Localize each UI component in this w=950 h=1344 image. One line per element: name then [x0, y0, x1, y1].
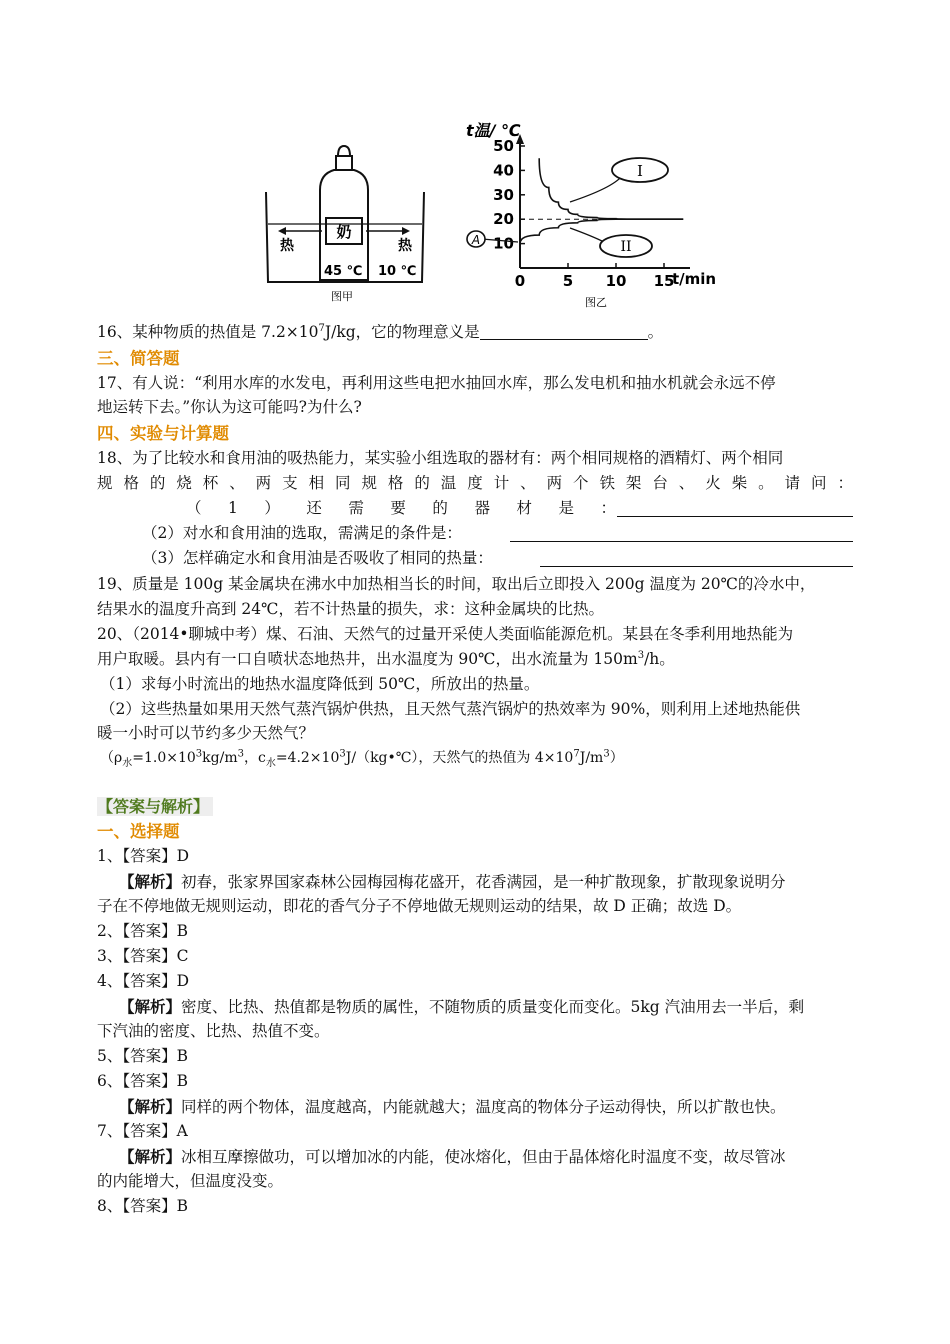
x-tick-label: 10: [605, 272, 627, 290]
given-sup-5: 3: [603, 748, 610, 760]
answer-blank-16[interactable]: [480, 323, 648, 340]
question-20-sub-2-line-1: （2）这些热量如果用天然气蒸汽锅炉供热，且天然气蒸汽锅炉的热效率为 90%，则利用上述地热能供: [100, 700, 801, 718]
given-a: （ρ: [100, 750, 123, 766]
a1-tag: 【解析】: [119, 872, 182, 891]
y-tick-label: 10: [493, 234, 514, 253]
figure-yi-chart: [462, 118, 730, 312]
callout-II-pointer: [570, 228, 604, 242]
answer-7: 7、【答案】A: [97, 1122, 188, 1140]
bottle-label: 奶: [336, 223, 352, 241]
point-A-label: A: [471, 233, 481, 247]
heat-label-right: 热: [398, 238, 412, 254]
answer-1-explanation-line-1: [119, 869, 786, 895]
answer-blank-18-2[interactable]: [510, 525, 853, 542]
given-sup-1: 3: [195, 748, 203, 760]
question-17-line-1: 17、有人说：“利用水库的水发电，再利用这些电把水抽回水库，那么发电机和抽水机就会永远不停: [97, 374, 776, 392]
figure-jia-caption: 图甲: [331, 290, 353, 303]
a7-exp-1: 冰相互摩擦做功，可以增加冰的内能，使冰熔化，但由于晶体熔化时温度不变，故尽管冰: [181, 1148, 786, 1166]
y-tick-label: 30: [493, 185, 514, 204]
figure-yi-caption: 图乙: [585, 296, 607, 309]
given-g: J/m: [579, 750, 604, 766]
answer-8: 8、【答案】B: [97, 1197, 189, 1215]
q20-line2a: 用户取暖。县内有一口自喷状态地热井，出水温度为 90℃，出水流量为 150m: [97, 650, 638, 668]
answer-5: 5、【答案】B: [97, 1047, 189, 1065]
given-sub-1: 水: [122, 757, 133, 769]
answer-4-explanation-line-2: 下汽油的密度、比热、热值不变。: [97, 1022, 330, 1040]
q16-end: 。: [647, 323, 664, 341]
answer-blank-18-3[interactable]: [540, 550, 853, 567]
question-18-sub-2: （2）对水和食用油的选取，需满足的条件是：: [142, 524, 462, 542]
section-heading-4: 四、实验与计算题: [97, 424, 229, 443]
question-18-sub-3: （3）怎样确定水和食用油是否吸收了相同的热量：: [142, 549, 493, 567]
question-20-line-1: 20、（2014•聊城中考）煤、石油、天然气的过量开采使人类面临能源危机。某县在冬季利用地热能为: [97, 625, 794, 643]
inner-temp-label: 45 ℃: [324, 264, 363, 279]
answer-7-explanation-line-2: 的内能增大，但温度没变。: [97, 1172, 284, 1190]
a4-tag: 【解析】: [119, 997, 182, 1016]
question-18-sub-1: （1）还需要的器材是：: [186, 499, 616, 517]
section-heading-3: 三、简答题: [97, 349, 180, 368]
given-d: ，c: [243, 750, 266, 766]
answer-4-explanation-line-1: [119, 994, 804, 1020]
y-tick-label: 40: [493, 161, 514, 180]
callout-I-label: I: [637, 162, 643, 180]
question-20-sub-1: （1）求每小时流出的地热水温度降低到 50℃，所放出的热量。: [100, 675, 540, 693]
a4-exp-1: 密度、比热、热值都是物质的属性，不随物质的质量变化而变化。5kg 汽油用去一半后，剩: [181, 998, 805, 1016]
a6-tag: 【解析】: [119, 1097, 182, 1116]
answer-1: 1、【答案】D: [97, 847, 190, 865]
answers-header: 【答案与解析】: [97, 797, 213, 816]
given-c: kg/m: [202, 750, 238, 766]
arrow-head-right: [402, 227, 410, 235]
bottle-neck: [336, 156, 352, 170]
series-II-line: [520, 219, 683, 243]
a1-exp-1: 初春，张家界国家森林公园梅园梅花盛开，花香满园，是一种扩散现象，扩散现象说明分: [181, 873, 786, 891]
q16-prefix: 16、某种物质的热值是 7.2×10: [97, 323, 319, 341]
answer-4: 4、【答案】D: [97, 972, 190, 990]
question-16: [97, 320, 663, 345]
answer-2: 2、【答案】B: [97, 922, 189, 940]
answer-1-explanation-line-2: 子在不停地做无规则运动，即花的香气分子不停地做无规则运动的结果，故 D 正确；故选 D。: [97, 897, 742, 915]
answer-6-explanation-line-1: [119, 1094, 786, 1120]
x-tick-label: 5: [562, 272, 574, 290]
q20-line2-sup: 3: [637, 649, 645, 661]
given-b: =1.0×10: [132, 750, 196, 766]
question-20-line-2: [97, 647, 675, 672]
x-tick-label: 15: [653, 272, 675, 290]
callout-I-pointer: [570, 176, 622, 202]
answer-3: 3、【答案】C: [97, 947, 189, 965]
y-axis-label: t温/ ℃: [466, 121, 521, 140]
given-sup-2: 3: [237, 748, 244, 760]
x-tick-label: 0: [514, 272, 526, 290]
bottle-nipple: [338, 146, 350, 156]
answer-blank-18-1[interactable]: [617, 500, 853, 517]
q16-suffix: J/kg，它的物理意义是: [324, 323, 480, 341]
callout-II-label: II: [620, 239, 632, 255]
given-e: =4.2×10: [275, 750, 340, 766]
y-tick-label: 20: [493, 210, 514, 229]
a6-exp-1: 同样的两个物体，温度越高，内能就越大；温度高的物体分子运动得快，所以扩散也快。: [181, 1098, 786, 1116]
q16-sup: 7: [318, 322, 325, 334]
answer-7-explanation-line-1: [119, 1144, 786, 1170]
given-sub-2: 水: [265, 757, 276, 769]
answers-section-1: 一、选择题: [97, 822, 180, 841]
question-18-line-2: 规格的烧杯、两支相同规格的温度计、两个铁架台、火柴。请问：: [97, 474, 853, 492]
answer-6: 6、【答案】B: [97, 1072, 189, 1090]
y-tick-label: 50: [493, 137, 514, 155]
heat-label-left: 热: [280, 238, 294, 254]
x-axis-label: t/min: [672, 270, 717, 288]
question-17-line-2: 地运转下去。”你认为这可能吗?为什么?: [97, 398, 362, 416]
given-f: J/（kg•℃），天然气的热值为 4×10: [345, 750, 574, 766]
arrow-head-left: [278, 227, 286, 235]
given-h: ）: [609, 750, 624, 766]
question-20-given: [100, 746, 624, 771]
a7-tag: 【解析】: [119, 1147, 182, 1166]
given-sup-4: 7: [573, 748, 580, 760]
figure-jia: [262, 140, 438, 308]
answers-header-row: [97, 794, 213, 820]
question-19-line-1: 19、质量是 100g 某金属块在沸水中加热相当长的时间，取出后立即投入 200g 温度为 20℃的冷水中，: [97, 575, 816, 593]
outer-temp-label: 10 ℃: [378, 264, 417, 279]
given-sup-3: 3: [339, 748, 346, 760]
q20-line2b: /h。: [644, 650, 675, 668]
question-18-line-1: 18、为了比较水和食用油的吸热能力，某实验小组选取的器材有：两个相同规格的酒精灯、两个相同: [97, 449, 784, 467]
question-20-sub-2-line-2: 暖一小时可以节约多少天然气？: [97, 724, 315, 742]
question-19-line-2: 结果水的温度升高到 24℃，若不计热量的损失，求：这种金属块的比热。: [97, 600, 604, 618]
